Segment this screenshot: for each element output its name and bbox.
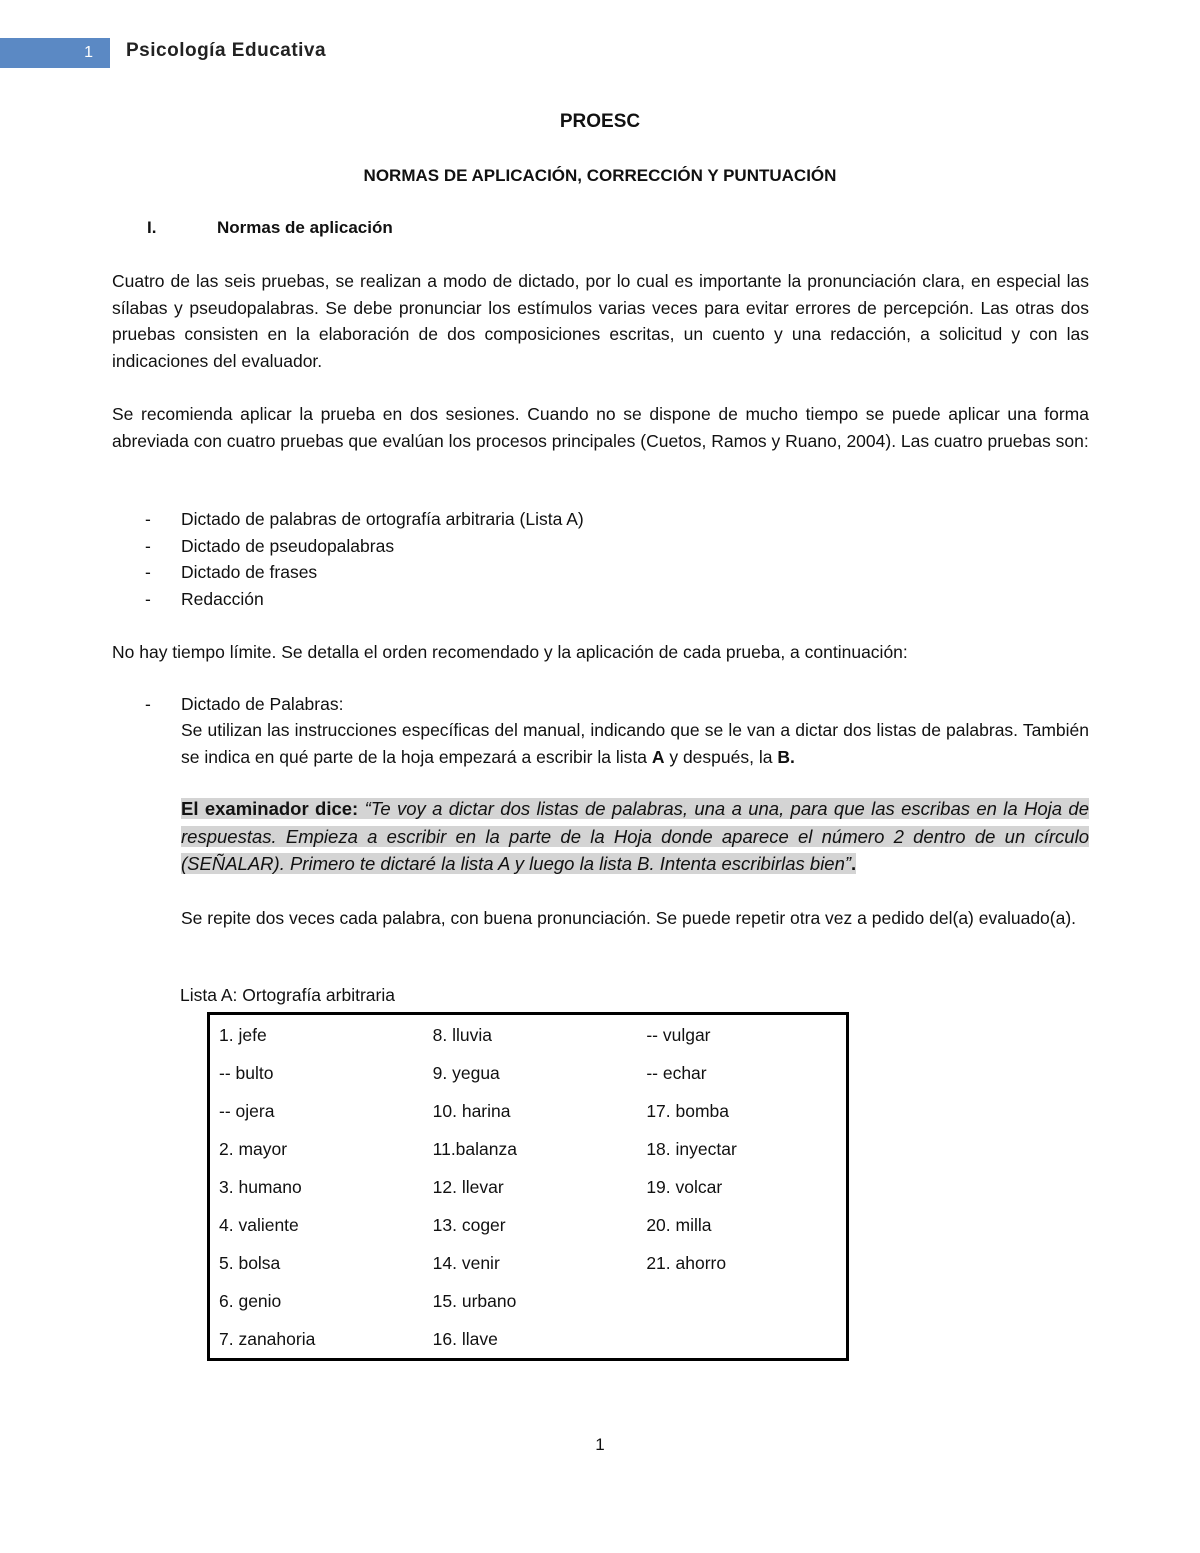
table-row	[219, 1177, 846, 1215]
instruction-text: y después, la	[664, 746, 778, 767]
list-item-text: Dictado de pseudopalabras	[181, 535, 395, 556]
table-row	[219, 1025, 846, 1063]
table-cell: -- bulto	[219, 1063, 274, 1083]
list-item: - Dictado de Palabras:	[145, 691, 343, 718]
table-cell: 11.balanza	[432, 1139, 517, 1159]
paragraph-sessions	[112, 401, 1089, 454]
dictation-instructions	[181, 717, 1089, 770]
header-page-number: 1	[0, 38, 110, 68]
list-a-label: A	[651, 746, 665, 767]
table-cell: 3. humano	[219, 1177, 302, 1197]
document-title: PROESC	[559, 111, 641, 132]
list-item: - Redacción	[145, 586, 584, 613]
table-cell: 18. inyectar	[646, 1139, 737, 1159]
table-row	[219, 1253, 846, 1291]
section-heading	[147, 218, 393, 238]
examiner-quote: “Te voy a dictar dos listas de palabras, una a una, para que las escribas en la Hoja de respuestas. Empieza a escribir en la parte de la Hoja donde aparece el número 2 dentro de un círculo (SEÑALAR). Primero te dictaré la lista A y luego la lista B. Intenta escribirlas bien”	[181, 798, 1089, 874]
list-b-label: B.	[777, 746, 795, 767]
table-cell: 17. bomba	[646, 1101, 730, 1121]
table-cell: 4. valiente	[219, 1215, 299, 1235]
table-cell	[646, 1291, 846, 1329]
header-title: Psicología Educativa	[126, 40, 327, 61]
table-cell: 5. bolsa	[219, 1253, 281, 1273]
document-subtitle: NORMAS DE APLICACIÓN, CORRECCIÓN Y PUNTUACIÓN	[363, 166, 837, 185]
examiner-label: El examinador dice:	[181, 798, 359, 819]
test-bullet-list	[145, 506, 584, 612]
table-cell: 10. harina	[432, 1101, 511, 1121]
page-header	[0, 38, 600, 68]
paragraph-text: No hay tiempo límite. Se detalla el orden recomendado y la aplicación de cada prueba, a continuación:	[112, 642, 908, 662]
list-caption: Lista A: Ortografía arbitraria	[180, 985, 395, 1005]
sub-bullet-title: Dictado de Palabras:	[181, 694, 344, 714]
table-row	[219, 1291, 846, 1329]
examiner-quote-block	[181, 795, 1089, 878]
table-cell: 8. lluvia	[432, 1025, 492, 1045]
paragraph-text: Cuatro de las seis pruebas, se realizan a modo de dictado, por lo cual es importante la pronunciación clara, en especial las sílabas y pseudopalabras. Se debe pronunciar los estímulos varias veces para evitar errores de percepción. Las otras dos pruebas consisten en la elaboración de dos composiciones escritas, un cuento y una redacción, a solicitud y con las indicaciones del evaluador.	[112, 271, 1089, 371]
table-cell	[646, 1329, 846, 1367]
table-cell: 6. genio	[219, 1291, 282, 1311]
list-item-text: Dictado de frases	[181, 562, 318, 582]
table-cell: 15. urbano	[432, 1291, 517, 1311]
examiner-end: .	[851, 853, 857, 874]
section-title: Normas de aplicación	[217, 218, 393, 237]
table-cell: 9. yegua	[432, 1063, 500, 1083]
paragraph-text: Se recomienda aplicar la prueba en dos sesiones. Cuando no se dispone de mucho tiempo se puede aplicar una forma abreviada con cuatro pruebas que evalúan los procesos principales (Cuetos, Ramos y Ruano, 2004). Las cuatro pruebas son:	[112, 404, 1089, 451]
list-item: - Dictado de palabras de ortografía arbitraria (Lista A)	[145, 506, 584, 533]
table-row	[219, 1139, 846, 1177]
paragraph-order	[112, 639, 1089, 666]
table-cell: 21. ahorro	[646, 1253, 727, 1273]
table-cell: 13. coger	[432, 1215, 506, 1235]
table-cell: -- echar	[646, 1063, 707, 1083]
repeat-note-text: Se repite dos veces cada palabra, con buena pronunciación. Se puede repetir otra vez a pedido del(a) evaluado(a).	[181, 908, 1077, 928]
word-list-table	[207, 1012, 849, 1361]
list-item-text: Dictado de palabras de ortografía arbitraria (Lista A)	[181, 509, 584, 529]
table-row	[219, 1063, 846, 1101]
table-cell: 19. volcar	[646, 1177, 723, 1197]
table-cell: -- vulgar	[646, 1025, 711, 1045]
table-cell: 1. jefe	[219, 1025, 267, 1045]
paragraph-intro	[112, 268, 1089, 374]
list-item: - Dictado de pseudopalabras	[145, 533, 584, 560]
table-cell: 16. llave	[432, 1329, 498, 1349]
table-cell: 2. mayor	[219, 1139, 288, 1159]
table-row	[219, 1101, 846, 1139]
table-row	[219, 1329, 846, 1367]
repeat-note	[181, 905, 1089, 932]
table-cell: 20. milla	[646, 1215, 712, 1235]
table-cell: 12. llevar	[432, 1177, 504, 1197]
table-cell: -- ojera	[219, 1101, 275, 1121]
sub-bullet	[145, 691, 343, 718]
table-cell: 14. venir	[432, 1253, 500, 1273]
list-item-text: Redacción	[181, 588, 264, 609]
table-cell: 7. zanahoria	[219, 1329, 316, 1349]
section-number: I.	[147, 218, 157, 237]
list-item: - Dictado de frases	[145, 559, 584, 586]
instruction-text: Se utilizan las instrucciones específicas del manual, indicando que se le van a dictar dos listas de palabras. También se indica en qué parte de la hoja empezará a escribir la lista	[181, 720, 1089, 767]
footer-page-number: 1	[595, 1435, 605, 1454]
table-row	[219, 1215, 846, 1253]
